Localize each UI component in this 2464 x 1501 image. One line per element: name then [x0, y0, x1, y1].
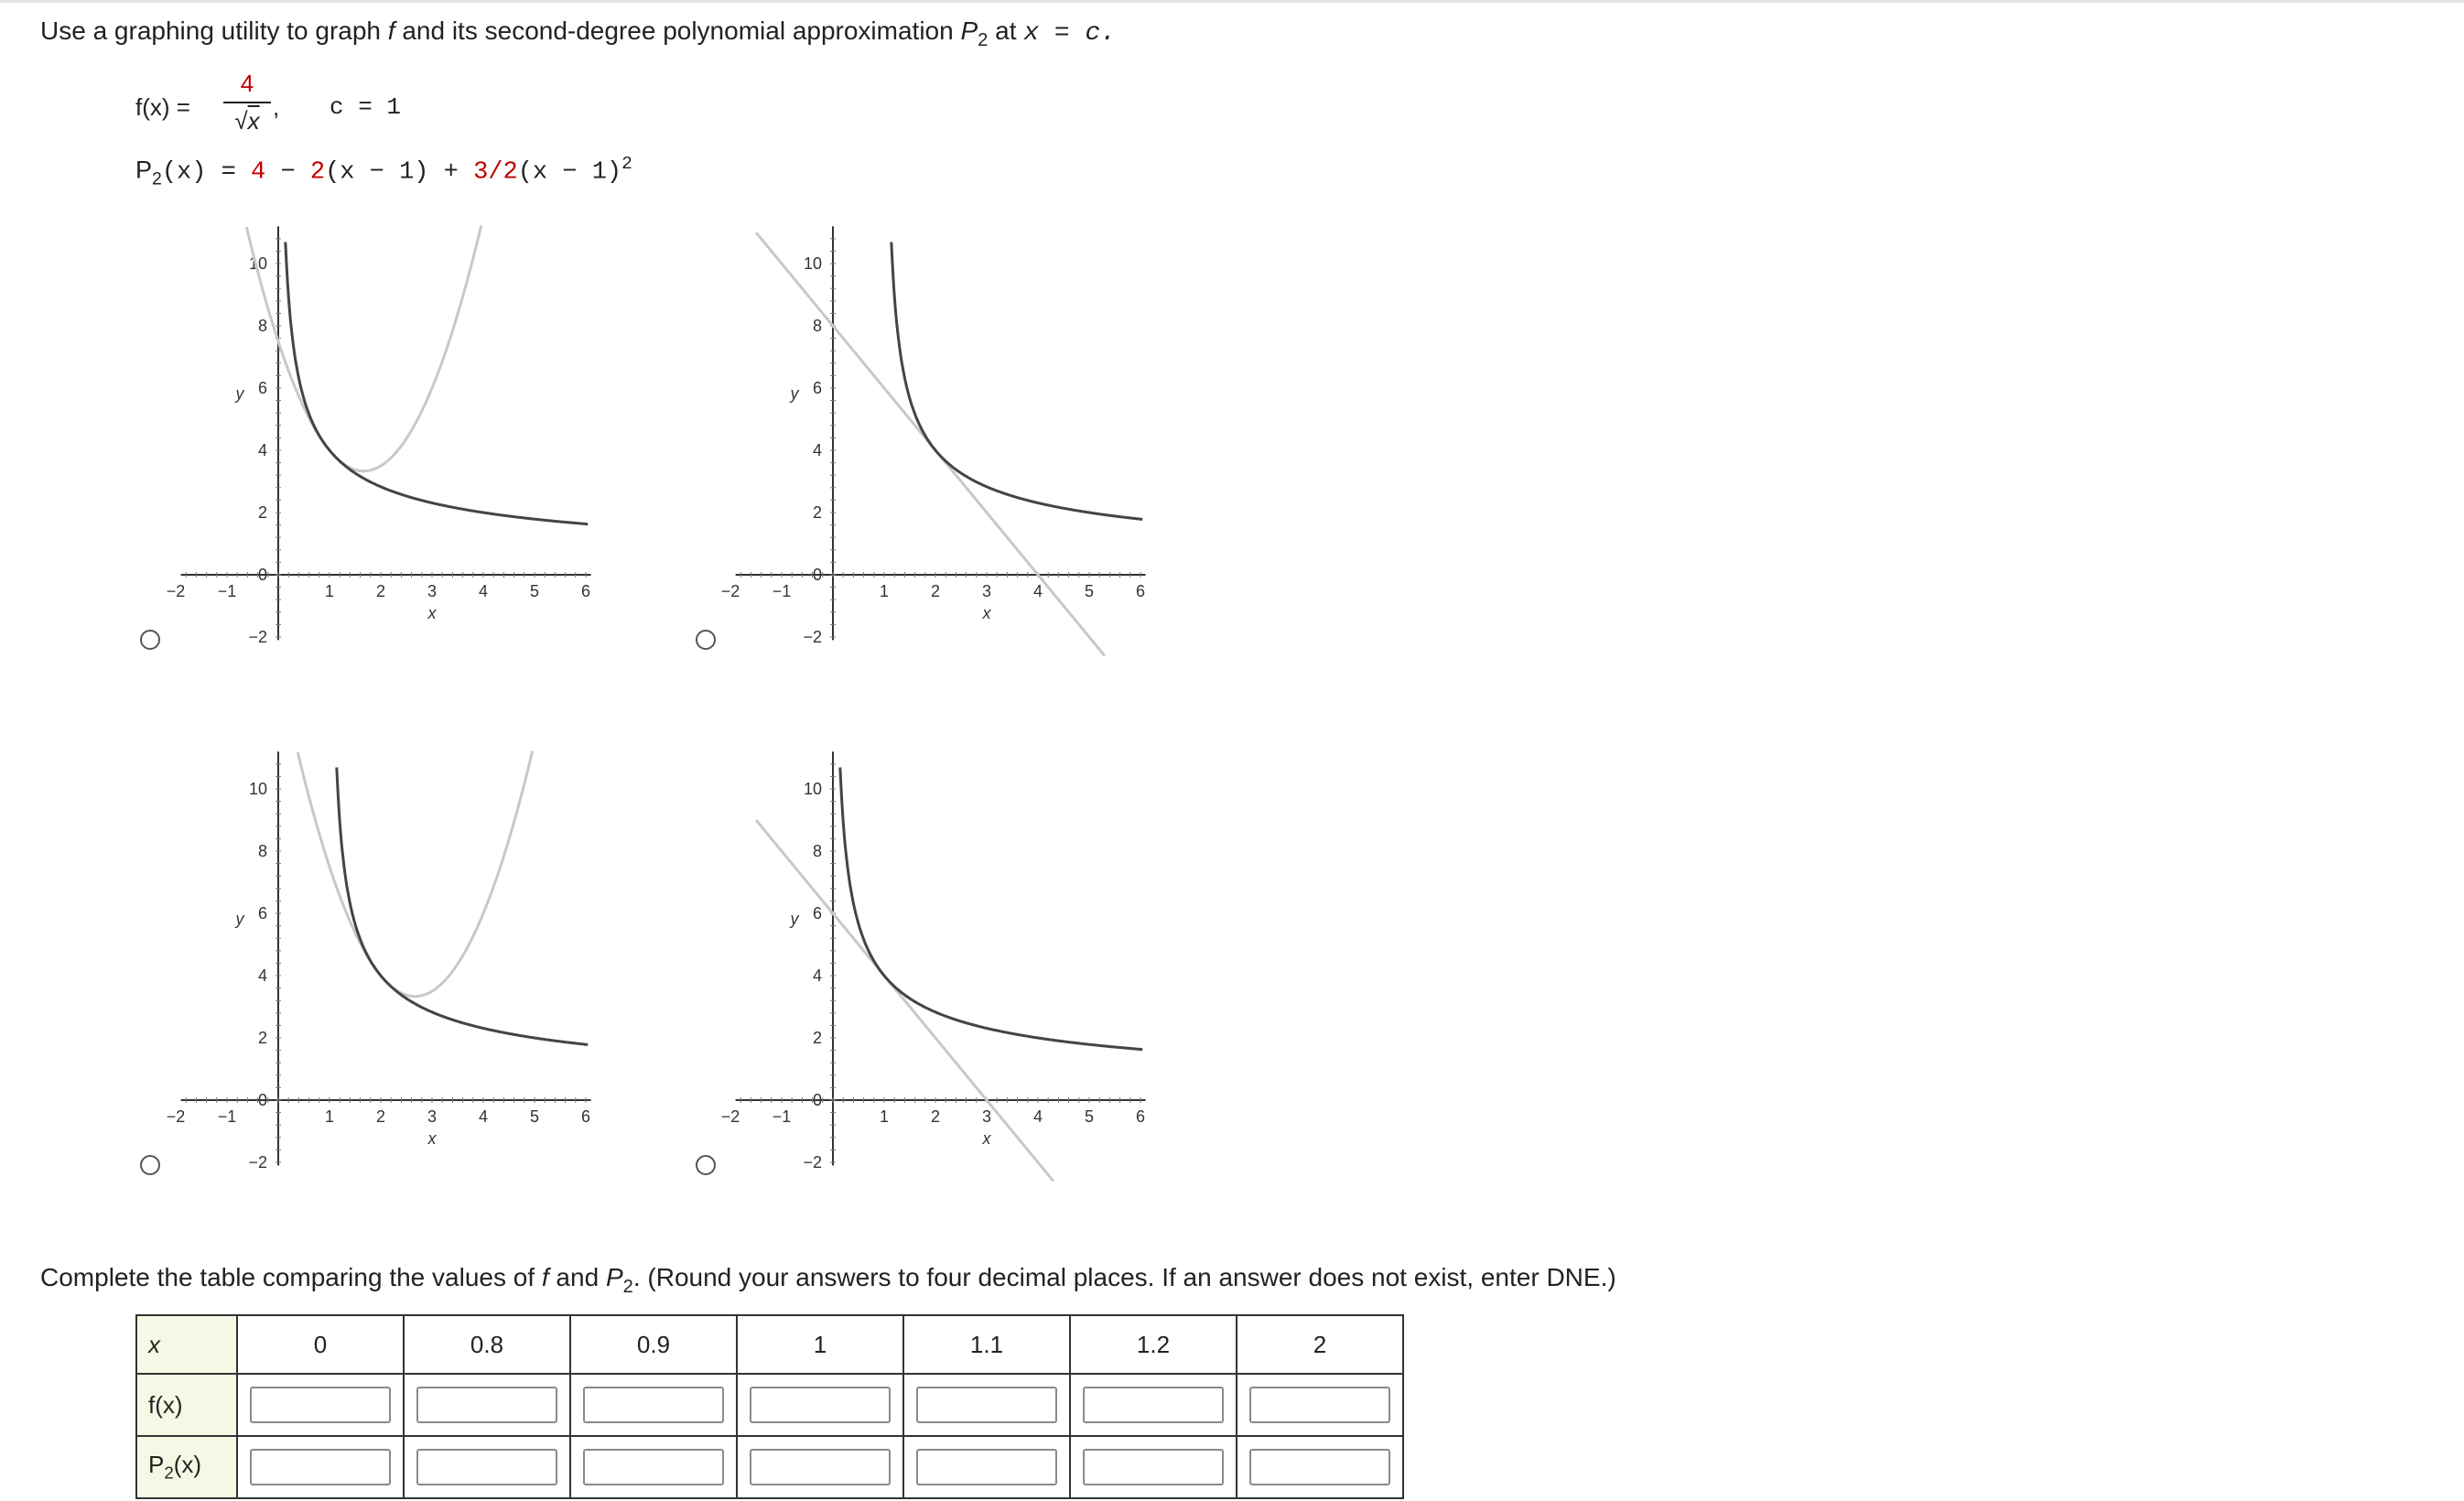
- y-tick-label: −2: [248, 1153, 267, 1172]
- x-value: 0.9: [570, 1315, 737, 1374]
- x-tick-label: 3: [427, 582, 438, 600]
- y-tick-label: 10: [803, 254, 822, 273]
- y-axis-label: y: [235, 910, 244, 928]
- center-value: c = 1: [330, 93, 402, 121]
- y-tick-label: 6: [812, 379, 822, 397]
- y-tick-label: 0: [812, 566, 822, 584]
- y-axis-label: y: [790, 384, 799, 403]
- y-tick-label: −2: [803, 1153, 822, 1172]
- x-tick-label: 1: [879, 1107, 890, 1126]
- x-tick-label: −1: [217, 582, 237, 600]
- fraction-numerator: 4: [240, 70, 254, 97]
- top-divider: [0, 0, 2464, 3]
- y-tick-label: 0: [812, 1091, 822, 1109]
- p2-answer-input[interactable]: [583, 1449, 724, 1485]
- p2-row: [136, 1436, 1403, 1498]
- function-definition: [135, 68, 502, 141]
- x-value: 1: [737, 1315, 903, 1374]
- x-tick-label: 4: [1032, 1107, 1043, 1126]
- y-tick-label: 0: [257, 566, 267, 584]
- x-tick-label: −2: [166, 1107, 186, 1126]
- x-tick-label: 6: [1135, 1107, 1146, 1126]
- x-tick-label: −1: [772, 582, 792, 600]
- x-tick-label: 2: [375, 1107, 386, 1126]
- function-comma: ,: [273, 93, 280, 121]
- x-value: 2: [1237, 1315, 1403, 1374]
- fx-row-label: f(x): [136, 1374, 237, 1436]
- x-value: 1.1: [903, 1315, 1070, 1374]
- p2-answer-input[interactable]: [250, 1449, 391, 1485]
- graph-svg: [165, 209, 677, 685]
- x-value: 0.8: [404, 1315, 570, 1374]
- y-tick-label: 6: [812, 904, 822, 923]
- x-tick-label: 3: [427, 1107, 438, 1126]
- x-tick-label: 6: [580, 1107, 591, 1126]
- y-tick-label: 8: [812, 842, 822, 860]
- x-value: 0: [237, 1315, 404, 1374]
- y-tick-label: 8: [812, 317, 822, 335]
- y-tick-label: 10: [248, 780, 267, 798]
- fx-answer-input[interactable]: [916, 1387, 1057, 1423]
- f-curve: [840, 768, 1142, 1050]
- y-tick-label: 8: [257, 842, 267, 860]
- fx-answer-input[interactable]: [250, 1387, 391, 1423]
- option-d-radio[interactable]: [696, 1155, 716, 1175]
- f-curve: [892, 243, 1142, 520]
- x-tick-label: 1: [324, 1107, 335, 1126]
- y-tick-label: 6: [257, 379, 267, 397]
- x-tick-label: 3: [981, 582, 992, 600]
- p2-answer-input[interactable]: [1249, 1449, 1390, 1485]
- p2-approximation-curve: [297, 750, 533, 996]
- p2-answer-input[interactable]: [1083, 1449, 1224, 1485]
- option-c-radio[interactable]: [140, 1155, 160, 1175]
- option-a-radio[interactable]: [140, 630, 160, 650]
- x-tick-label: 2: [930, 582, 941, 600]
- x-tick-label: −1: [772, 1107, 792, 1126]
- x-tick-label: 1: [324, 582, 335, 600]
- p2-answer-input[interactable]: [750, 1449, 891, 1485]
- approximation-formula: $P_2(x) = 4 - 2(x - 1) + 3/2(x - 1)^2$: [135, 154, 632, 189]
- table-header-row: [136, 1315, 1403, 1374]
- p2-approximation-curve: [246, 225, 481, 470]
- y-axis-label: y: [235, 384, 244, 403]
- x-axis-label: x: [427, 604, 437, 622]
- fx-answer-input[interactable]: [750, 1387, 891, 1423]
- y-tick-label: 4: [257, 441, 267, 459]
- fx-row: [136, 1374, 1403, 1436]
- graph-svg: [165, 734, 677, 1210]
- x-tick-label: 6: [580, 582, 591, 600]
- x-tick-label: 5: [529, 1107, 540, 1126]
- x-tick-label: 3: [981, 1107, 992, 1126]
- x-tick-label: −2: [720, 582, 740, 600]
- x-axis-label: x: [982, 1129, 991, 1148]
- y-tick-label: 8: [257, 317, 267, 335]
- y-tick-label: 4: [812, 441, 822, 459]
- x-axis-label: x: [982, 604, 991, 622]
- x-tick-label: 6: [1135, 582, 1146, 600]
- fx-answer-input[interactable]: [1083, 1387, 1224, 1423]
- y-tick-label: 10: [248, 254, 267, 273]
- f-curve: [286, 243, 588, 524]
- graph-option-a: [165, 209, 677, 685]
- x-axis-label: x: [427, 1129, 437, 1148]
- y-tick-label: 0: [257, 1091, 267, 1109]
- x-tick-label: −2: [720, 1107, 740, 1126]
- y-tick-label: 4: [812, 966, 822, 985]
- x-row-label: x: [136, 1315, 237, 1374]
- comparison-table: [135, 1314, 1404, 1499]
- p2-answer-input[interactable]: [416, 1449, 557, 1485]
- fraction-denominator: √x: [234, 107, 260, 135]
- x-tick-label: 5: [1084, 1107, 1095, 1126]
- x-tick-label: −1: [217, 1107, 237, 1126]
- y-tick-label: 2: [257, 1029, 267, 1047]
- y-tick-label: 6: [257, 904, 267, 923]
- x-tick-label: 2: [930, 1107, 941, 1126]
- y-tick-label: 2: [812, 503, 822, 522]
- x-tick-label: 5: [1084, 582, 1095, 600]
- graph-svg: [719, 734, 1232, 1210]
- table-instruction: Complete the table comparing the values of f and $P_2$. (Round your answers to four decimal places. If an answer does not exist, enter DNE.): [40, 1263, 1616, 1298]
- x-tick-label: 4: [478, 582, 489, 600]
- fx-answer-input[interactable]: [1249, 1387, 1390, 1423]
- graph-option-c: [165, 734, 677, 1210]
- function-fraction: [220, 68, 275, 136]
- f-curve: [337, 768, 588, 1045]
- y-tick-label: −2: [248, 628, 267, 646]
- y-tick-label: 4: [257, 966, 267, 985]
- x-tick-label: −2: [166, 582, 186, 600]
- p2-approximation-curve: [756, 820, 1054, 1181]
- y-axis-label: y: [790, 910, 799, 928]
- y-tick-label: −2: [803, 628, 822, 646]
- graph-option-d: [719, 734, 1232, 1210]
- p2-row-label: $P_2(x)$: [136, 1436, 237, 1498]
- option-b-radio[interactable]: [696, 630, 716, 650]
- x-tick-label: 1: [879, 582, 890, 600]
- y-tick-label: 2: [812, 1029, 822, 1047]
- x-tick-label: 4: [478, 1107, 489, 1126]
- y-tick-label: 2: [257, 503, 267, 522]
- function-lhs: f(x) =: [135, 93, 190, 121]
- p2-answer-input[interactable]: [916, 1449, 1057, 1485]
- x-tick-label: 5: [529, 582, 540, 600]
- fx-answer-input[interactable]: [416, 1387, 557, 1423]
- x-tick-label: 4: [1032, 582, 1043, 600]
- graph-option-b: [719, 209, 1232, 685]
- y-tick-label: 10: [803, 780, 822, 798]
- fraction-bar: [223, 102, 271, 103]
- x-value: 1.2: [1070, 1315, 1237, 1374]
- fx-answer-input[interactable]: [583, 1387, 724, 1423]
- question-instruction: Use a graphing utility to graph f and its second-degree polynomial approximation $P_2$ at x = c.: [40, 16, 1117, 51]
- x-tick-label: 2: [375, 582, 386, 600]
- graph-svg: [719, 209, 1232, 685]
